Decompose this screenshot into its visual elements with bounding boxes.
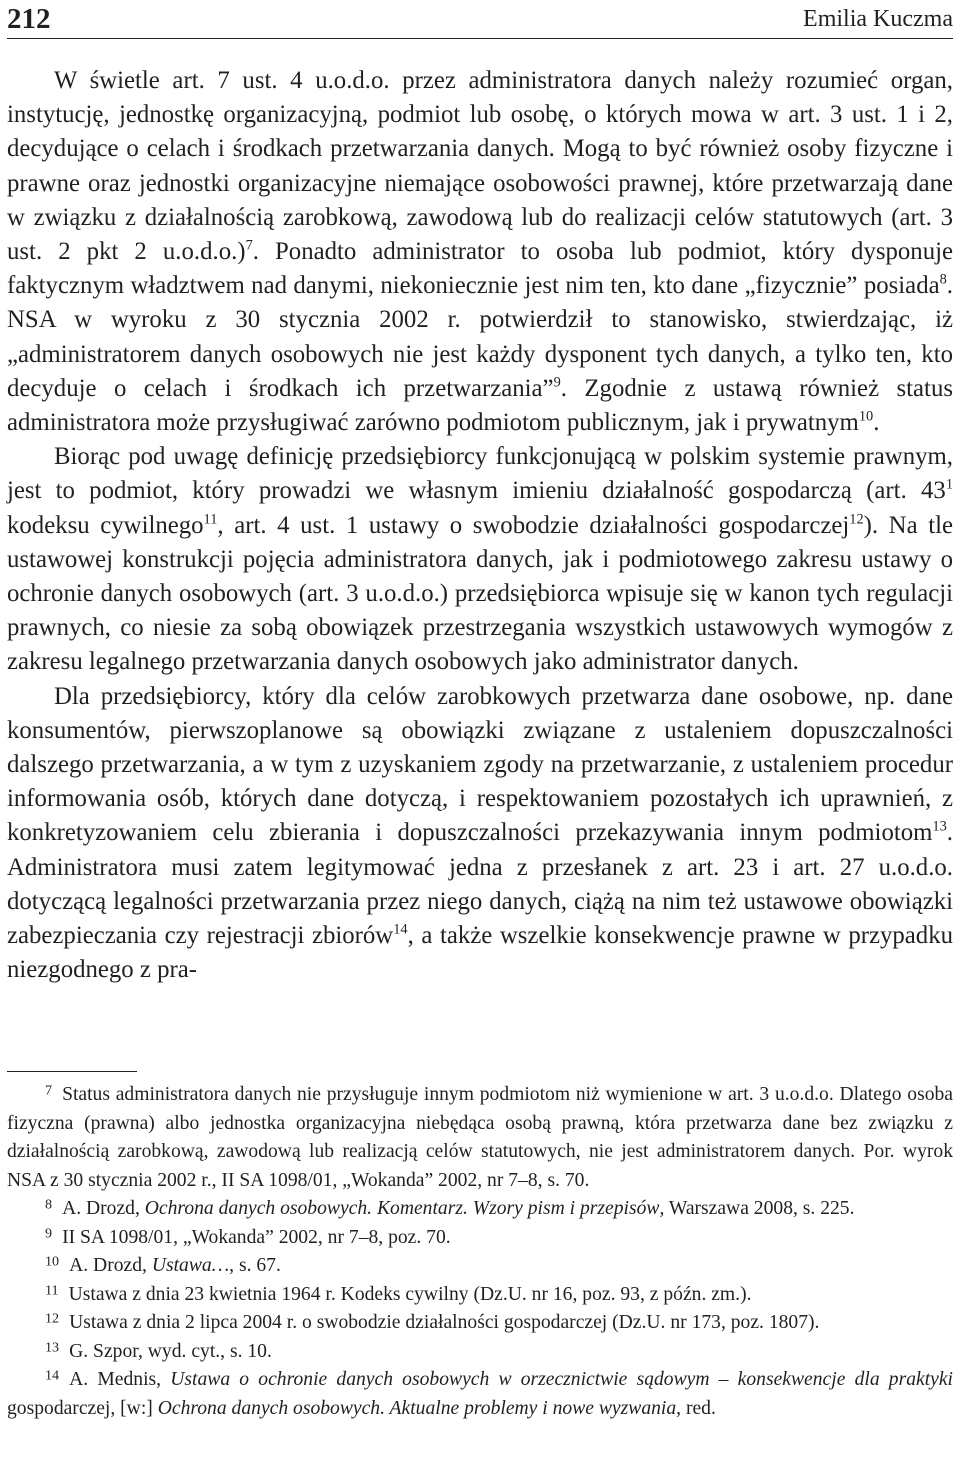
footnote-text: A. Mednis, (69, 1369, 171, 1390)
footnote-8 (7, 1195, 953, 1224)
footnote-7 (7, 1081, 953, 1195)
paragraph-3 (7, 680, 953, 988)
footnote-number: 8 (45, 1196, 53, 1213)
footnote-ref-8[interactable]: 8 (939, 271, 947, 288)
footnote-ref-12[interactable]: 12 (849, 511, 864, 528)
footnote-divider (7, 1071, 137, 1072)
footnote-ref-9[interactable]: 9 (553, 374, 561, 391)
footnote-text: gospodarczej, [w:] (7, 1397, 158, 1419)
footnote-text: , red. (676, 1397, 716, 1419)
text-run: . Ponadto administrator to osoba lub podmiot, który dysponuje faktycznym władztwem nad danymi, niekoniecznie jest nim ten, kto dane „fizycznie” posiada (7, 238, 953, 300)
footnote-text: II SA 1098/01, „Wokanda” 2002, nr 7–8, poz. 70. (62, 1226, 451, 1248)
text-run: Biorąc pod uwagę definicję przedsiębiorcy funkcjonującą w polskim systemie prawnym, jest to podmiot, który prowadzi we własnym imieniu działalność gospodarczą (art. 43 (7, 443, 953, 505)
article-superscript: 1 (945, 477, 953, 494)
paragraph-2 (7, 440, 953, 679)
text-run: . Zgodnie z ustawą również status administratora może przysługiwać zarówno podmiotom publicznym, jak i prywatnym (7, 374, 953, 437)
footnote-text: , s. 67. (229, 1255, 281, 1276)
footnote-text: , Warszawa 2008, s. 225. (659, 1198, 855, 1219)
footnote-title-italic: Ochrona danych osobowych. Komentarz. Wzory pism i przepisów (144, 1198, 660, 1219)
footnote-9 (7, 1224, 953, 1253)
footnote-number: 7 (45, 1082, 53, 1099)
footnote-title-italic: Ustawa… (151, 1255, 230, 1276)
text-run: . Administratora musi zatem legitymować jedna z przesłanek z art. 23 i art. 27 u.o.d.o. dotyczącą legalności przetwarzania przez niego danych, ciążą na nim też ustawowe obowiązki zabezpieczania czy rejestracji zbiorów (7, 819, 953, 950)
paragraph-1 (7, 64, 953, 440)
footnote-text: Status administratora danych nie przysługuje innym podmiotom niż wymienione w art. 3 u.o.d.o. Dlatego osoba fizyczna (prawna) albo jednostka organizacyjna niebędąca osobą prawną, która przetwarza dane bez związku z działalnością zarobkową, zawodową lub realizacją celów statutowych, nie jest administratorem danych. Por. wyrok NSA z 30 stycznia 2002 r., II SA 1098/01, „Wokanda” 2002, nr 7–8, s. 70. (7, 1084, 953, 1191)
footnote-title-italic: Ochrona danych osobowych. Aktualne problemy i nowe wyzwania (157, 1397, 677, 1419)
text-run: W świetle art. 7 ust. 4 u.o.d.o. przez administratora danych należy rozumieć organ, instytucję, jednostkę organizacyjną, podmiot lub osobę, o których mowa w art. 3 ust. 1 i 2, decydujące o celach i środkach przetwarzania danych. Mogą to być również osoby fizyczne i prawne oraz jednostki organizacyjne niemające osobowości prawnej, które przetwarzają dane w związku z działalnością zarobkową, zawodową lub do realizacji celów statutowych (art. 3 ust. 2 pkt 2 u.o.d.o.) (7, 67, 953, 266)
footnote-text: G. Szpor, wyd. cyt., s. 10. (69, 1340, 272, 1362)
footnote-ref-10[interactable]: 10 (858, 408, 874, 425)
text-run: kodeksu cywilnego (7, 511, 204, 539)
footnote-10 (7, 1252, 953, 1281)
footnote-text: Ustawa z dnia 23 kwietnia 1964 r. Kodeks cywilny (Dz.U. nr 16, poz. 93, z późn. zm.). (68, 1283, 752, 1305)
page-number: 212 (7, 2, 51, 35)
body-text (7, 64, 953, 987)
footnote-text: Ustawa z dnia 2 lipca 2004 r. o swobodzie działalności gospodarczej (Dz.U. nr 173, poz. 1807). (69, 1312, 820, 1333)
footnote-ref-14[interactable]: 14 (393, 921, 408, 938)
footnote-ref-13[interactable]: 13 (932, 819, 947, 836)
text-run: ). Na tle ustawowej konstrukcji pojęcia administratora danych, jak i podmiotowego zakresu ustawy o ochronie danych osobowych (art. 3 u.o.d.o.) przedsiębiorca wpisuje się w kanon tych regulacji prawnych, co niesie za sobą obowiązek przestrzegania wszystkich ustawowych wymogów z zakresu legalnego przetwarzania danych osobowych jako administrator danych. (7, 511, 953, 676)
footnote-number: 11 (45, 1281, 59, 1298)
footnote-text: A. Drozd, (69, 1255, 152, 1276)
footnotes (7, 1081, 953, 1423)
text-run: . (873, 409, 880, 437)
footnote-11 (7, 1281, 953, 1310)
footnote-title-italic: Ustawa o ochronie danych osobowych w orzecznictwie sądowym – konsekwencje dla praktyki (170, 1369, 954, 1390)
footnote-text: A. Drozd, (62, 1198, 145, 1219)
footnote-14 (7, 1366, 953, 1423)
footnote-number: 14 (45, 1367, 60, 1384)
text-run: , art. 4 ust. 1 ustawy o swobodzie działalności gospodarczej (217, 511, 850, 539)
text-run: . NSA w wyroku z 30 stycznia 2002 r. potwierdził to stanowisko, stwierdzając, iż „administratorem danych osobowych nie jest każdy dysponent tych danych, a tylko ten, kto decyduje o celach i środkach ich przetwarzania” (7, 272, 953, 402)
footnote-ref-11[interactable]: 11 (203, 511, 218, 528)
text-run: Dla przedsiębiorcy, który dla celów zarobkowych przetwarza dane osobowe, np. dane konsumentów, pierwszoplanowe są obowiązki związane z ustaleniem dopuszczalności dalszego przetwarzania, a w tym z uzyskaniem zgody na przetwarzanie, z ustaleniem procedur informowania osób, których dane dotyczą, i respektowaniem pozostałych ich uprawnień, z konkretyzowaniem celu zbierania i dopuszczalności przekazywania innym podmiotom (7, 682, 953, 847)
footnote-number: 9 (45, 1224, 53, 1241)
footnote-number: 13 (45, 1338, 60, 1355)
footnote-number: 10 (45, 1253, 60, 1270)
footnote-12 (7, 1309, 953, 1338)
page-header (7, 0, 953, 39)
running-head-author: Emilia Kuczma (803, 5, 953, 32)
footnote-number: 12 (45, 1310, 60, 1327)
text-run: , a także wszelkie konsekwencje prawne w przypadku niezgodnego z pra- (7, 922, 953, 984)
footnote-13 (7, 1338, 953, 1367)
footnote-ref-7[interactable]: 7 (245, 237, 253, 254)
